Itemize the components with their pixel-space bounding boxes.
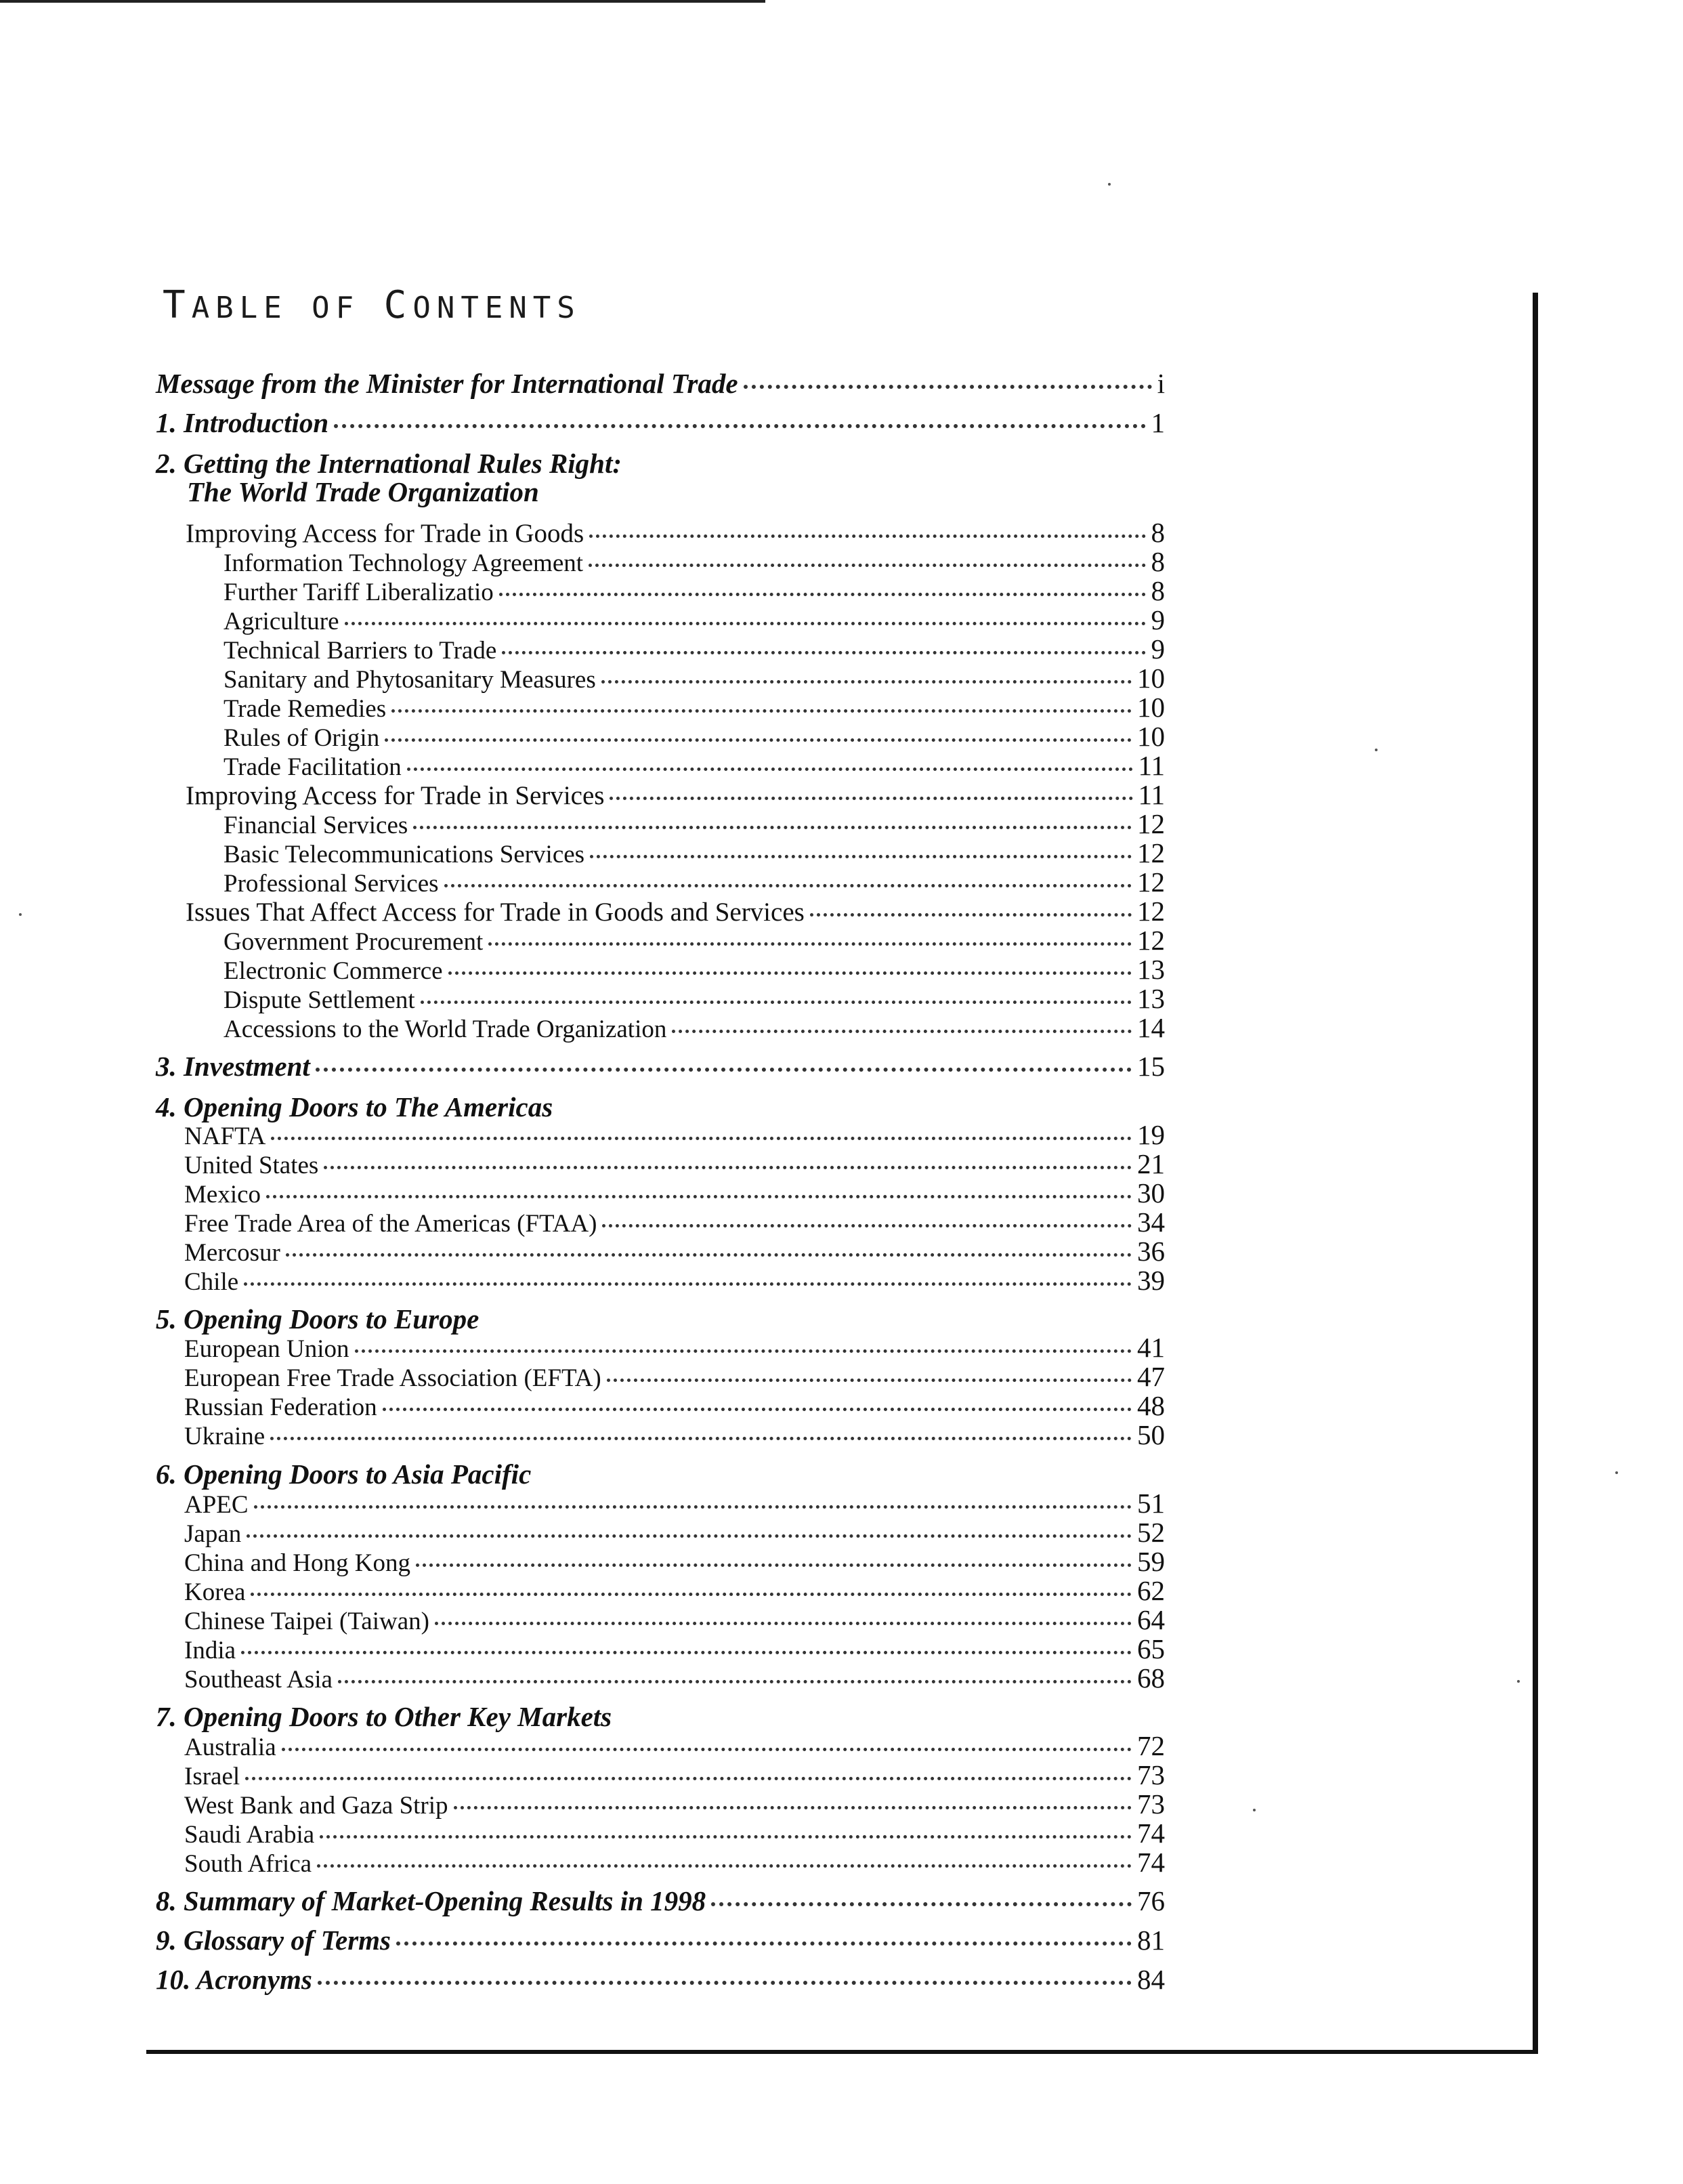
toc-entry-label: South Africa (184, 1850, 312, 1878)
toc-entry-chinese-taipei[interactable] (184, 1605, 1165, 1634)
toc-entry-message[interactable] (156, 367, 1165, 400)
toc-entry-ita[interactable] (223, 547, 1165, 576)
toc-entry-page: 62 (1137, 1575, 1165, 1606)
toc-entry-page: 74 (1137, 1818, 1165, 1849)
dot-leader (610, 793, 1132, 800)
toc-entry-page: 52 (1137, 1517, 1165, 1548)
toc-entry-issues[interactable] (186, 897, 1165, 925)
dot-leader (499, 589, 1146, 596)
toc-entry-trade-facilitation[interactable] (223, 751, 1165, 780)
toc-entry-united-states[interactable] (184, 1150, 1165, 1178)
dot-leader (318, 1977, 1132, 1985)
dot-leader (270, 1433, 1132, 1440)
toc-entry-label: APEC (184, 1491, 249, 1519)
dot-leader (286, 1249, 1132, 1257)
toc-entry-introduction[interactable] (156, 406, 1165, 439)
toc-entry-page: 76 (1137, 1885, 1165, 1916)
toc-entry-page: 64 (1137, 1604, 1165, 1635)
dot-leader (271, 1133, 1132, 1140)
dot-leader (590, 851, 1132, 858)
toc-entry-services[interactable] (186, 780, 1165, 809)
toc-entry-page: 1 (1151, 407, 1165, 438)
toc-entry-page: 15 (1137, 1051, 1165, 1082)
toc-entry-label: Message from the Minister for International Trade (156, 368, 738, 399)
section-heading-other-markets: 7. Opening Doors to Other Key Markets (156, 1701, 612, 1732)
toc-entry-label: 8. Summary of Market-Opening Results in 1998 (156, 1885, 706, 1916)
dot-leader (589, 530, 1145, 538)
toc-entry-label: Rules of Origin (223, 724, 380, 752)
section-heading-americas: 4. Opening Doors to The Americas (156, 1091, 553, 1122)
toc-entry-nafta[interactable] (184, 1120, 1165, 1149)
dot-leader (444, 880, 1132, 887)
section-heading-wto: 2. Getting the International Rules Right: (156, 448, 622, 479)
dot-leader (324, 1162, 1132, 1169)
toc-entry-ftaa[interactable] (184, 1208, 1165, 1236)
dot-leader (488, 938, 1132, 946)
toc-entry-page: 12 (1137, 896, 1165, 927)
dot-leader (601, 676, 1132, 684)
scan-speck (1375, 749, 1378, 751)
scan-speck (1517, 1680, 1520, 1683)
toc-entry-page: 19 (1137, 1119, 1165, 1150)
toc-entry-page: 59 (1137, 1546, 1165, 1577)
toc-entry-label: China and Hong Kong (184, 1549, 410, 1577)
dot-leader (711, 1898, 1132, 1906)
toc-entry-page: 13 (1137, 983, 1165, 1014)
toc-entry-page: 9 (1151, 604, 1165, 635)
scan-speck (1253, 1809, 1256, 1811)
toc-entry-page: 36 (1137, 1236, 1165, 1267)
toc-entry-efta[interactable] (184, 1362, 1165, 1391)
toc-entry-saudi-arabia[interactable] (184, 1819, 1165, 1847)
toc-entry-label: United States (184, 1152, 319, 1179)
toc-entry-procurement[interactable] (223, 926, 1165, 954)
toc-entry-west-bank-gaza[interactable] (184, 1790, 1165, 1818)
toc-entry-page: 9 (1151, 633, 1165, 665)
dot-leader (672, 1026, 1132, 1033)
toc-entry-page: i (1157, 368, 1165, 399)
dot-leader (421, 996, 1132, 1004)
dot-leader (266, 1191, 1132, 1198)
dot-leader (416, 1559, 1132, 1567)
toc-entry-chile[interactable] (184, 1266, 1165, 1295)
dot-leader (334, 420, 1145, 428)
toc-entry-south-africa[interactable] (184, 1848, 1165, 1876)
toc-entry-label: NAFTA (184, 1122, 266, 1150)
toc-entry-label: 9. Glossary of Terms (156, 1925, 391, 1956)
toc-entry-label: India (184, 1637, 236, 1664)
toc-entry-page: 21 (1137, 1148, 1165, 1179)
dot-leader (241, 1647, 1132, 1654)
toc-entry-label: Information Technology Agreement (223, 549, 584, 577)
toc-entry-label: Japan (184, 1520, 242, 1548)
toc-entry-label: Korea (184, 1578, 246, 1606)
section-heading-wto-subtitle: The World Trade Organization (187, 476, 539, 507)
section-heading-asia-pacific: 6. Opening Doors to Asia Pacific (156, 1458, 532, 1490)
dot-leader (448, 967, 1132, 975)
dot-leader (338, 1676, 1132, 1683)
toc-entry-india[interactable] (184, 1635, 1165, 1663)
dot-leader (251, 1589, 1132, 1596)
toc-entry-tbt[interactable] (223, 635, 1165, 663)
toc-entry-label: West Bank and Gaza Strip (184, 1792, 448, 1820)
toc-entry-australia[interactable] (184, 1731, 1165, 1760)
toc-entry-page: 13 (1137, 954, 1165, 985)
toc-entry-telecom[interactable] (223, 839, 1165, 867)
toc-entry-mercosur[interactable] (184, 1237, 1165, 1265)
toc-entry-label: Agriculture (223, 608, 339, 635)
toc-entry-page: 81 (1137, 1925, 1165, 1956)
toc-entry-page: 51 (1137, 1488, 1165, 1519)
toc-entry-page: 39 (1137, 1265, 1165, 1296)
toc-entry-label: 10. Acronyms (156, 1964, 312, 1995)
toc-entry-label: Improving Access for Trade in Services (186, 781, 605, 810)
toc-entry-label: Basic Telecommunications Services (223, 841, 585, 868)
toc-entry-page: 12 (1137, 925, 1165, 956)
toc-entry-professional[interactable] (223, 868, 1165, 896)
toc-entry-label: Accessions to the World Trade Organization (223, 1015, 667, 1043)
toc-entry-rules-of-origin[interactable] (223, 722, 1165, 751)
toc-entry-page: 30 (1137, 1177, 1165, 1209)
toc-entry-label: Government Procurement (223, 928, 484, 956)
top-border-line (0, 0, 765, 3)
toc-entry-label: Trade Remedies (223, 695, 387, 723)
toc-entry-page: 84 (1137, 1964, 1165, 1995)
toc-entry-page: 8 (1151, 575, 1165, 606)
toc-entry-label: Further Tariff Liberalizatio (223, 579, 494, 606)
dot-leader (502, 647, 1145, 654)
toc-entry-summary[interactable] (156, 1885, 1165, 1917)
toc-entry-china-hong-kong[interactable] (184, 1547, 1165, 1576)
toc-entry-label: Southeast Asia (184, 1666, 333, 1694)
dot-leader (245, 1773, 1132, 1780)
toc-entry-label: Australia (184, 1734, 276, 1761)
toc-entry-label: Russian Federation (184, 1393, 377, 1421)
dot-leader (396, 1937, 1132, 1946)
toc-entry-sps[interactable] (223, 664, 1165, 692)
dot-leader (385, 734, 1132, 742)
toc-entry-russia[interactable] (184, 1391, 1165, 1420)
dot-leader (247, 1530, 1132, 1538)
toc-entry-agriculture[interactable] (223, 606, 1165, 634)
toc-entry-israel[interactable] (184, 1761, 1165, 1789)
toc-entry-page: 68 (1137, 1662, 1165, 1694)
toc-entry-label: Israel (184, 1763, 240, 1790)
toc-entry-japan[interactable] (184, 1518, 1165, 1547)
toc-entry-page: 11 (1138, 750, 1165, 781)
dot-leader (244, 1278, 1132, 1286)
toc-entry-page: 14 (1137, 1012, 1165, 1043)
dot-leader (317, 1860, 1132, 1868)
section-heading-europe: 5. Opening Doors to Europe (156, 1303, 480, 1335)
toc-entry-southeast-asia[interactable] (184, 1664, 1165, 1692)
toc-entry-label: Free Trade Area of the Americas (FTAA) (184, 1210, 597, 1238)
toc-entry-label: Chinese Taipei (Taiwan) (184, 1608, 429, 1635)
toc-entry-label: Mexico (184, 1181, 261, 1209)
toc-entry-label: Electronic Commerce (223, 957, 443, 985)
toc-entry-label: European Free Trade Association (EFTA) (184, 1364, 601, 1392)
toc-entry-page: 74 (1137, 1847, 1165, 1878)
page-title: TABLE OF CONTENTS (163, 283, 581, 327)
scan-speck (1615, 1471, 1618, 1474)
toc-entry-label: Ukraine (184, 1423, 265, 1450)
toc-entry-label: Trade Facilitation (223, 753, 402, 781)
dot-leader (345, 618, 1146, 625)
toc-entry-label: 3. Investment (156, 1051, 310, 1082)
dot-leader (454, 1802, 1132, 1809)
dot-leader (810, 909, 1132, 917)
toc-entry-page: 73 (1137, 1759, 1165, 1790)
toc-entry-accessions[interactable] (223, 1013, 1165, 1042)
dot-leader (589, 560, 1145, 567)
dot-leader (413, 822, 1132, 829)
dot-leader (320, 1831, 1132, 1839)
toc-entry-label: Saudi Arabia (184, 1821, 315, 1849)
toc-entry-page: 73 (1137, 1788, 1165, 1820)
dot-leader (391, 705, 1132, 713)
toc-entry-page: 47 (1137, 1361, 1165, 1392)
dot-leader (254, 1501, 1132, 1509)
toc-entry-label: Technical Barriers to Trade (223, 637, 497, 665)
dot-leader (607, 1374, 1132, 1382)
toc-entry-page: 10 (1137, 721, 1165, 752)
toc-entry-label: Mercosur (184, 1239, 280, 1267)
toc-entry-page: 41 (1137, 1332, 1165, 1363)
toc-entry-page: 72 (1137, 1730, 1165, 1761)
dot-leader (282, 1744, 1132, 1751)
right-border-line (1533, 293, 1538, 2054)
toc-entry-dispute[interactable] (223, 984, 1165, 1013)
toc-entry-label: Chile (184, 1268, 239, 1296)
toc-entry-label: European Union (184, 1335, 349, 1363)
toc-entry-investment[interactable] (156, 1050, 1165, 1083)
toc-entry-page: 11 (1138, 779, 1165, 810)
toc-entry-eu[interactable] (184, 1333, 1165, 1362)
toc-entry-page: 48 (1137, 1390, 1165, 1421)
bottom-border-line (146, 2050, 1538, 2054)
toc-entry-label: 1. Introduction (156, 407, 329, 438)
toc-entry-mexico[interactable] (184, 1179, 1165, 1207)
toc-entry-label: Issues That Affect Access for Trade in Goods and Services (186, 898, 805, 927)
toc-entry-page: 65 (1137, 1633, 1165, 1664)
toc-entry-financial[interactable] (223, 810, 1165, 838)
scan-speck (19, 913, 22, 916)
toc-entry-label: Dispute Settlement (223, 986, 415, 1014)
toc-entry-tariff[interactable] (223, 576, 1165, 605)
toc-entry-apec[interactable] (184, 1489, 1165, 1517)
toc-entry-page: 12 (1137, 808, 1165, 839)
toc-entry-page: 8 (1151, 546, 1165, 577)
toc-entry-page: 10 (1137, 663, 1165, 694)
toc-entry-ecommerce[interactable] (223, 955, 1165, 984)
toc-entry-label: Improving Access for Trade in Goods (186, 519, 584, 548)
toc-entry-page: 12 (1137, 866, 1165, 898)
toc-entry-label: Sanitary and Phytosanitary Measures (223, 666, 596, 694)
toc-entry-page: 50 (1137, 1419, 1165, 1450)
dot-leader (383, 1404, 1132, 1411)
dot-leader (316, 1064, 1132, 1072)
toc-entry-page: 10 (1137, 692, 1165, 723)
toc-entry-page: 12 (1137, 837, 1165, 868)
dot-leader (435, 1618, 1132, 1625)
toc-entry-goods[interactable] (186, 518, 1165, 547)
dot-leader (602, 1220, 1132, 1227)
toc-entry-trade-remedies[interactable] (223, 693, 1165, 721)
dot-leader (407, 763, 1133, 771)
toc-entry-page: 8 (1151, 517, 1165, 548)
toc-entry-glossary[interactable] (156, 1924, 1165, 1956)
toc-entry-acronyms[interactable] (156, 1963, 1165, 1996)
toc-entry-korea[interactable] (184, 1576, 1165, 1605)
toc-entry-label: Financial Services (223, 812, 408, 839)
dot-leader (744, 381, 1152, 389)
toc-entry-page: 34 (1137, 1206, 1165, 1238)
toc-entry-label: Professional Services (223, 870, 439, 898)
scan-speck (1108, 183, 1111, 186)
dot-leader (355, 1345, 1132, 1353)
toc-entry-ukraine[interactable] (184, 1421, 1165, 1449)
